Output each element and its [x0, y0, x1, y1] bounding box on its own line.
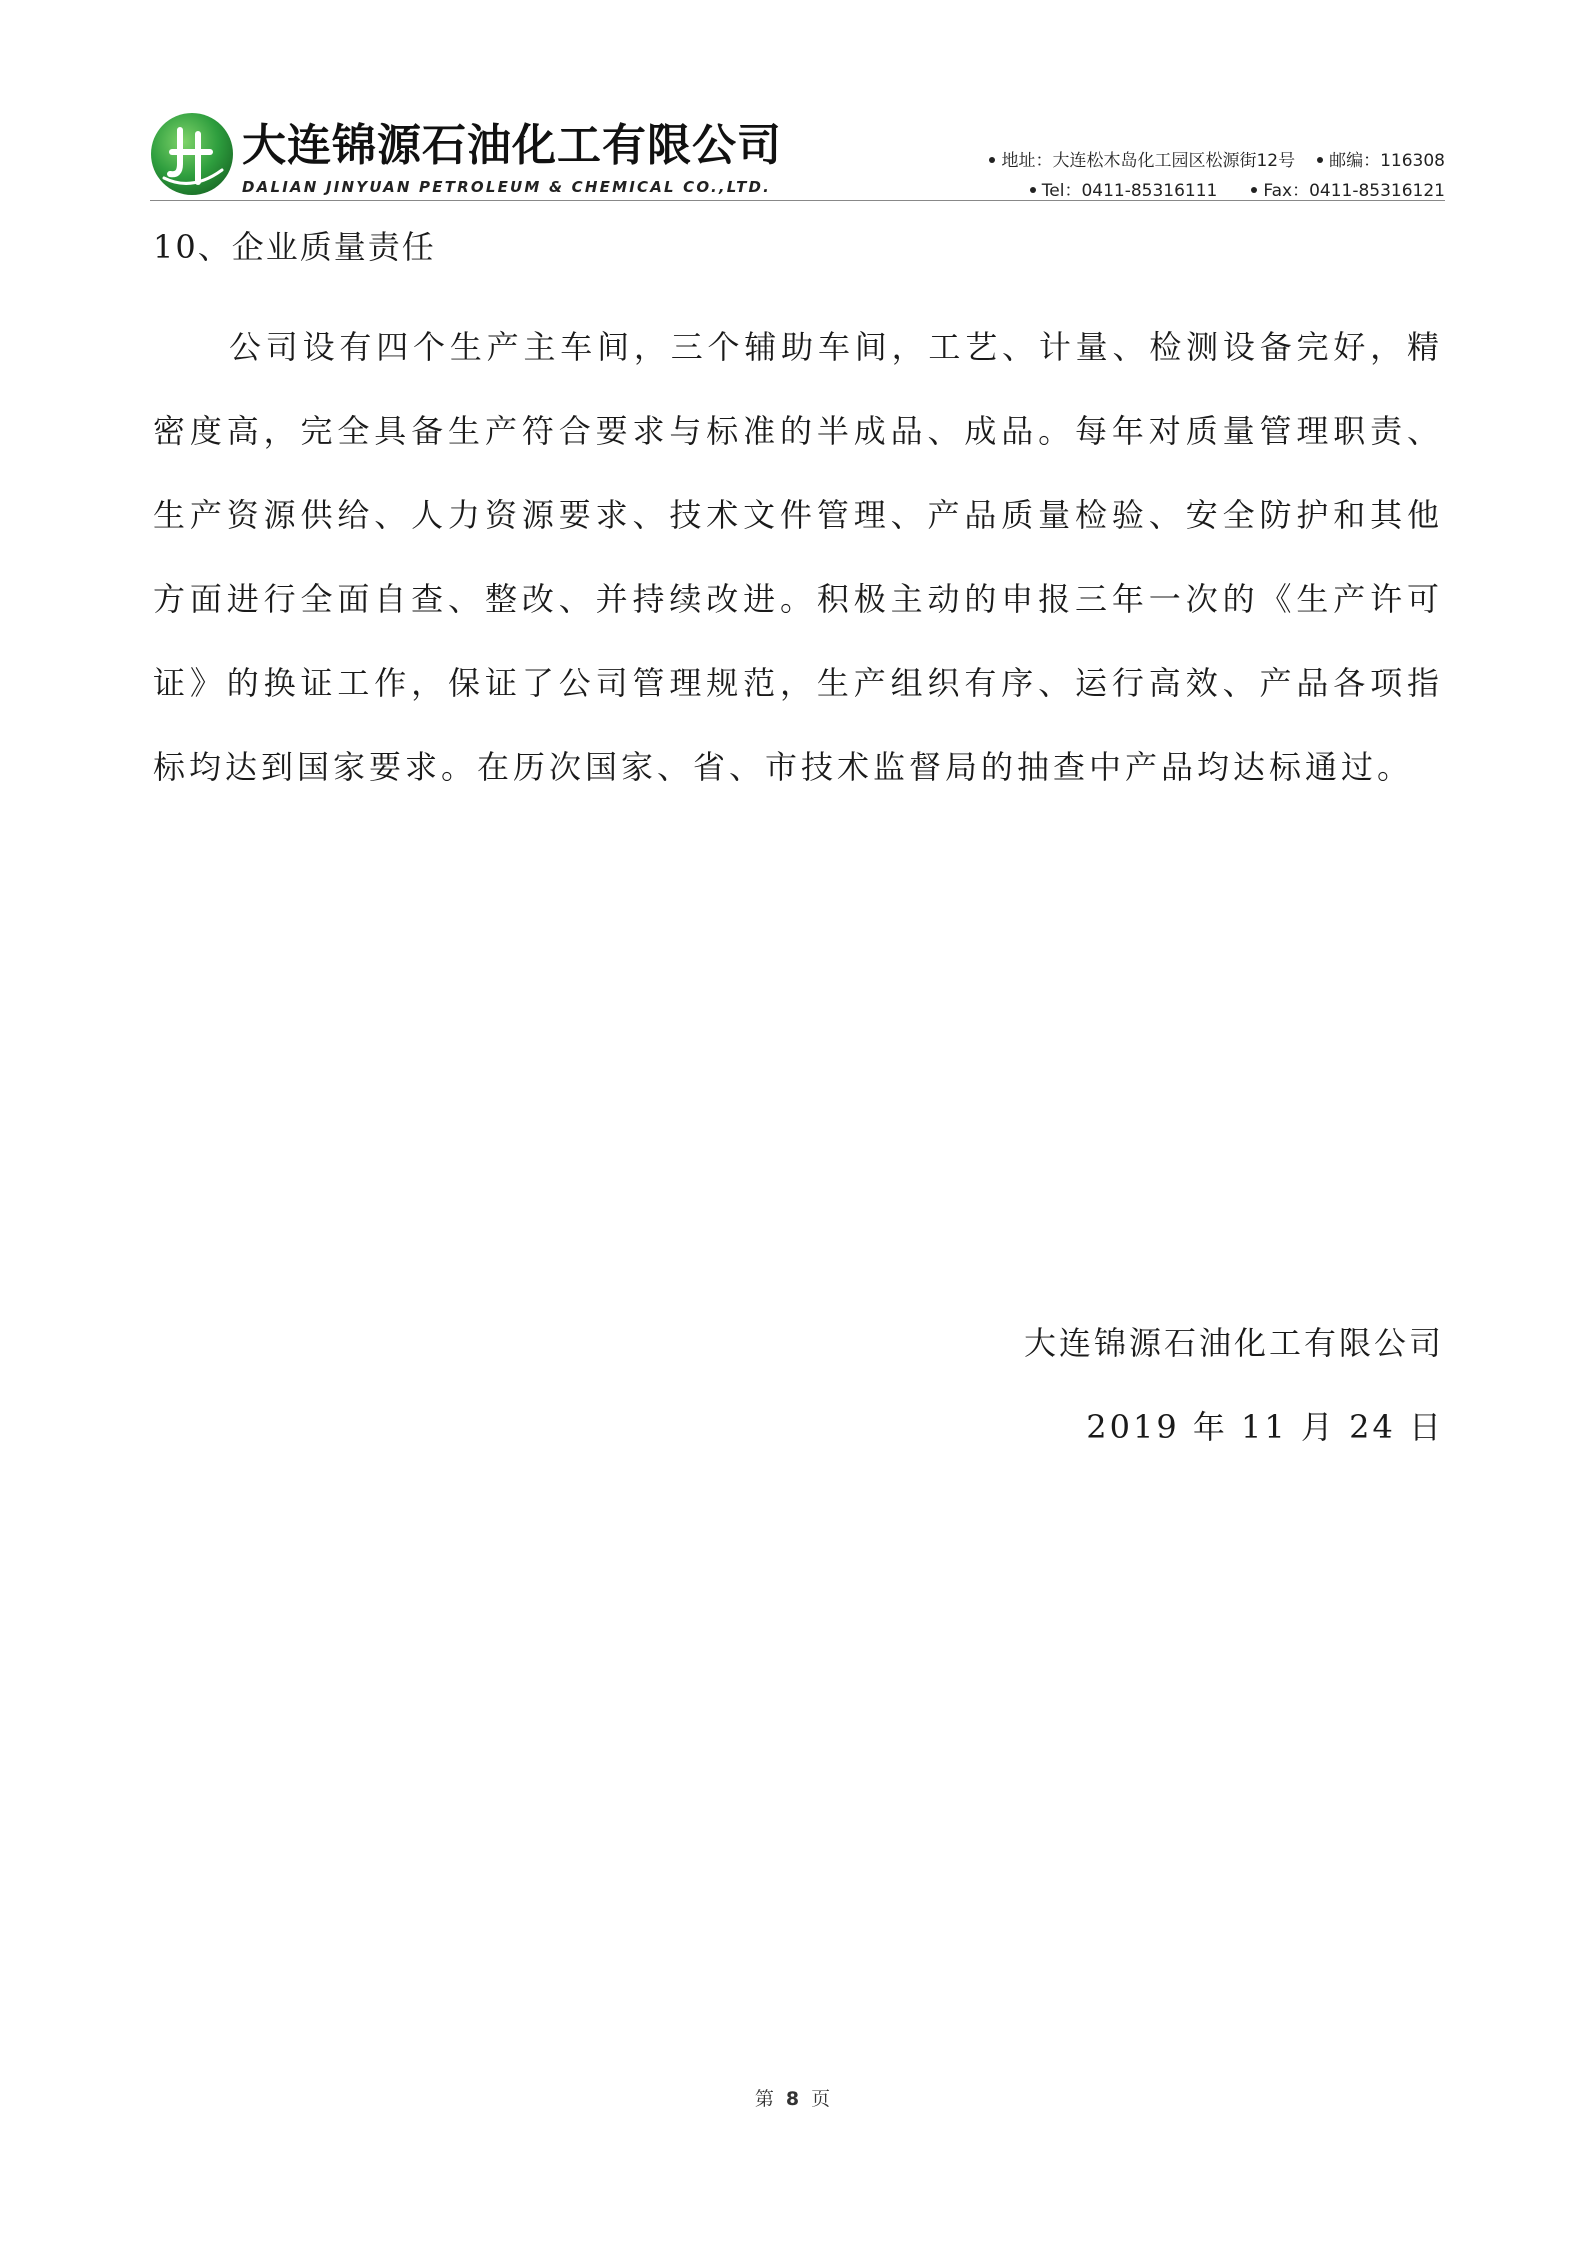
header-divider — [150, 200, 1445, 201]
page-number-value: 8 — [785, 2088, 802, 2110]
tel-text: Tel：0411-85316111 — [1041, 181, 1218, 201]
signature-company: 大连锦源石油化工有限公司 — [1023, 1324, 1444, 1362]
page-suffix: 页 — [811, 2088, 833, 2110]
jinyuan-logo-icon — [150, 112, 234, 196]
contact-row-phone — [1008, 176, 1445, 201]
bullet-icon — [1251, 187, 1257, 193]
letterhead — [150, 112, 1445, 204]
company-name-cn: 大连锦源石油化工有限公司 — [242, 120, 782, 171]
postcode-text: 邮编：116308 — [1329, 151, 1445, 171]
page-number — [0, 2084, 1587, 2111]
bullet-icon — [1317, 157, 1323, 163]
signature-date: 2019 年 11 月 24 日 — [1086, 1408, 1444, 1446]
bullet-icon — [1030, 187, 1036, 193]
fax-text: Fax：0411-85316121 — [1263, 181, 1445, 201]
contact-row-address — [967, 146, 1445, 171]
page-prefix: 第 — [754, 2088, 776, 2110]
body-paragraph: 公司设有四个生产主车间，三个辅助车间，工艺、计量、检测设备完好，精密度高，完全具备生产符合要求与标准的半成品、成品。每年对质量管理职责、生产资源供给、人力资源要求、技术文件管理、产品质量检验、安全防护和其他方面进行全面自查、整改、并持续改进。积极主动的申报三年一次的《生产许可证》的换证工作，保证了公司管理规范，生产组织有序、运行高效、产品各项指标均达到国家要求。在历次国家、省、市技术监督局的抽查中产品均达标通过。 — [153, 328, 1443, 786]
company-name-en: DALIAN JINYUAN PETROLEUM & CHEMICAL CO.,LTD. — [242, 178, 772, 196]
address-text: 地址：大连松木岛化工园区松源街12号 — [1001, 151, 1296, 171]
bullet-icon — [989, 157, 995, 163]
section-heading: 10、企业质量责任 — [153, 228, 436, 266]
